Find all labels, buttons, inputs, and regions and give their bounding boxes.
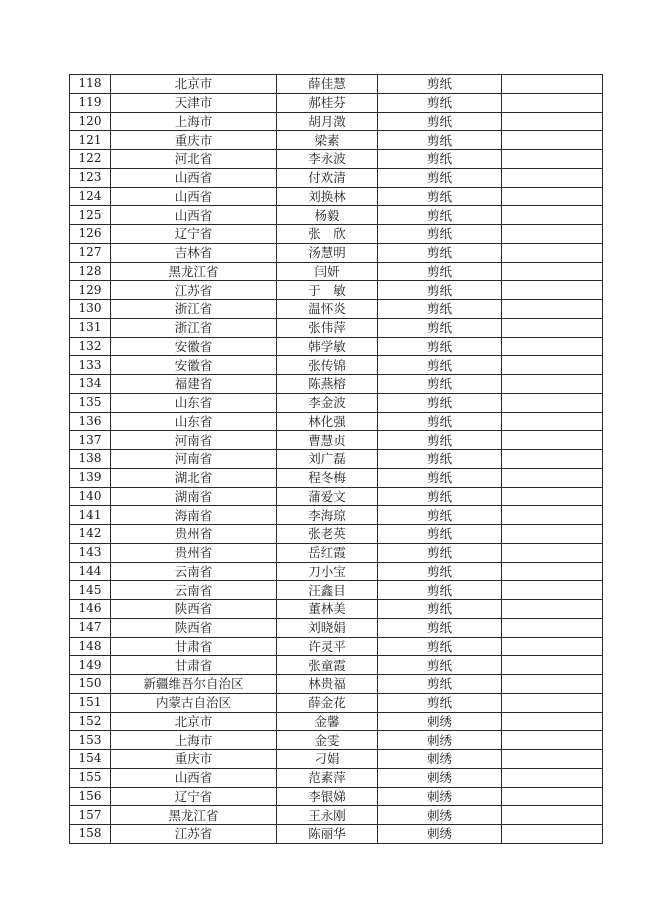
row-number-cell: 126	[70, 225, 111, 244]
note-cell	[502, 206, 603, 225]
category-cell: 剪纸	[378, 656, 502, 675]
table-row	[70, 337, 603, 356]
note-cell	[502, 300, 603, 319]
province-cell: 贵州省	[111, 543, 277, 562]
note-cell	[502, 450, 603, 469]
province-cell: 陕西省	[111, 618, 277, 637]
category-cell: 剪纸	[378, 506, 502, 525]
province-cell: 天津市	[111, 93, 277, 112]
person-name-cell: 薛佳慧	[277, 75, 378, 94]
category-cell: 刺绣	[378, 806, 502, 825]
province-cell: 湖南省	[111, 487, 277, 506]
row-number-cell: 133	[70, 356, 111, 375]
table-row	[70, 375, 603, 394]
note-cell	[502, 243, 603, 262]
category-cell: 刺绣	[378, 787, 502, 806]
note-cell	[502, 543, 603, 562]
table-row	[70, 206, 603, 225]
person-name-cell: 汤慧明	[277, 243, 378, 262]
person-name-cell: 林贵福	[277, 675, 378, 694]
table-row	[70, 412, 603, 431]
row-number-cell: 124	[70, 187, 111, 206]
table-row	[70, 93, 603, 112]
table-row	[70, 431, 603, 450]
category-cell: 刺绣	[378, 750, 502, 769]
person-name-cell: 李永波	[277, 150, 378, 169]
province-cell: 福建省	[111, 375, 277, 394]
province-cell: 黑龙江省	[111, 806, 277, 825]
person-name-cell: 张 欣	[277, 225, 378, 244]
note-cell	[502, 768, 603, 787]
row-number-cell: 156	[70, 787, 111, 806]
row-number-cell: 135	[70, 393, 111, 412]
category-cell: 剪纸	[378, 375, 502, 394]
category-cell: 剪纸	[378, 393, 502, 412]
note-cell	[502, 618, 603, 637]
category-cell: 剪纸	[378, 356, 502, 375]
person-name-cell: 李海琼	[277, 506, 378, 525]
row-number-cell: 128	[70, 262, 111, 281]
category-cell: 剪纸	[378, 131, 502, 150]
row-number-cell: 129	[70, 281, 111, 300]
note-cell	[502, 637, 603, 656]
table-row	[70, 150, 603, 169]
province-cell: 浙江省	[111, 300, 277, 319]
note-cell	[502, 75, 603, 94]
note-cell	[502, 581, 603, 600]
province-cell: 山西省	[111, 168, 277, 187]
province-cell: 江苏省	[111, 825, 277, 844]
person-name-cell: 梁素	[277, 131, 378, 150]
category-cell: 刺绣	[378, 712, 502, 731]
table-row	[70, 543, 603, 562]
row-number-cell: 122	[70, 150, 111, 169]
row-number-cell: 134	[70, 375, 111, 394]
note-cell	[502, 281, 603, 300]
row-number-cell: 119	[70, 93, 111, 112]
person-name-cell: 郝桂芬	[277, 93, 378, 112]
row-number-cell: 131	[70, 318, 111, 337]
row-number-cell: 153	[70, 731, 111, 750]
person-name-cell: 温怀炎	[277, 300, 378, 319]
person-name-cell: 张传锦	[277, 356, 378, 375]
note-cell	[502, 318, 603, 337]
note-cell	[502, 693, 603, 712]
person-name-cell: 付欢清	[277, 168, 378, 187]
row-number-cell: 158	[70, 825, 111, 844]
category-cell: 剪纸	[378, 262, 502, 281]
row-number-cell: 145	[70, 581, 111, 600]
note-cell	[502, 600, 603, 619]
row-number-cell: 144	[70, 562, 111, 581]
category-cell: 剪纸	[378, 75, 502, 94]
row-number-cell: 152	[70, 712, 111, 731]
province-cell: 海南省	[111, 506, 277, 525]
person-name-cell: 岳红霞	[277, 543, 378, 562]
table-row	[70, 393, 603, 412]
province-cell: 河南省	[111, 431, 277, 450]
note-cell	[502, 150, 603, 169]
note-cell	[502, 750, 603, 769]
category-cell: 剪纸	[378, 112, 502, 131]
table-row	[70, 787, 603, 806]
person-name-cell: 闫妍	[277, 262, 378, 281]
note-cell	[502, 393, 603, 412]
province-cell: 山东省	[111, 412, 277, 431]
table-row	[70, 281, 603, 300]
table-row	[70, 731, 603, 750]
category-cell: 剪纸	[378, 300, 502, 319]
table-row	[70, 581, 603, 600]
province-cell: 辽宁省	[111, 225, 277, 244]
note-cell	[502, 787, 603, 806]
row-number-cell: 138	[70, 450, 111, 469]
note-cell	[502, 825, 603, 844]
category-cell: 剪纸	[378, 487, 502, 506]
person-name-cell: 张老英	[277, 525, 378, 544]
category-cell: 剪纸	[378, 581, 502, 600]
province-cell: 山西省	[111, 206, 277, 225]
person-name-cell: 韩学敏	[277, 337, 378, 356]
province-cell: 安徽省	[111, 337, 277, 356]
note-cell	[502, 375, 603, 394]
category-cell: 剪纸	[378, 412, 502, 431]
roster-table	[69, 74, 603, 844]
province-cell: 山东省	[111, 393, 277, 412]
table-row	[70, 112, 603, 131]
note-cell	[502, 262, 603, 281]
province-cell: 山西省	[111, 187, 277, 206]
table-row	[70, 600, 603, 619]
category-cell: 剪纸	[378, 675, 502, 694]
row-number-cell: 136	[70, 412, 111, 431]
province-cell: 新疆维吾尔自治区	[111, 675, 277, 694]
category-cell: 剪纸	[378, 450, 502, 469]
row-number-cell: 137	[70, 431, 111, 450]
row-number-cell: 139	[70, 468, 111, 487]
province-cell: 云南省	[111, 581, 277, 600]
table-row	[70, 712, 603, 731]
note-cell	[502, 225, 603, 244]
row-number-cell: 150	[70, 675, 111, 694]
note-cell	[502, 337, 603, 356]
category-cell: 剪纸	[378, 468, 502, 487]
province-cell: 江苏省	[111, 281, 277, 300]
person-name-cell: 张伟萍	[277, 318, 378, 337]
province-cell: 贵州省	[111, 525, 277, 544]
note-cell	[502, 168, 603, 187]
category-cell: 剪纸	[378, 187, 502, 206]
note-cell	[502, 506, 603, 525]
province-cell: 内蒙古自治区	[111, 693, 277, 712]
province-cell: 黑龙江省	[111, 262, 277, 281]
note-cell	[502, 731, 603, 750]
category-cell: 刺绣	[378, 825, 502, 844]
note-cell	[502, 112, 603, 131]
province-cell: 甘肃省	[111, 637, 277, 656]
province-cell: 重庆市	[111, 750, 277, 769]
person-name-cell: 李银娣	[277, 787, 378, 806]
province-cell: 重庆市	[111, 131, 277, 150]
table-row	[70, 675, 603, 694]
person-name-cell: 林化强	[277, 412, 378, 431]
row-number-cell: 127	[70, 243, 111, 262]
table-row	[70, 487, 603, 506]
province-cell: 河北省	[111, 150, 277, 169]
province-cell: 北京市	[111, 75, 277, 94]
roster-table-body	[70, 75, 603, 844]
row-number-cell: 142	[70, 525, 111, 544]
person-name-cell: 陈燕榕	[277, 375, 378, 394]
row-number-cell: 147	[70, 618, 111, 637]
note-cell	[502, 675, 603, 694]
row-number-cell: 148	[70, 637, 111, 656]
person-name-cell: 汪鑫目	[277, 581, 378, 600]
table-row	[70, 243, 603, 262]
person-name-cell: 范素萍	[277, 768, 378, 787]
person-name-cell: 陈丽华	[277, 825, 378, 844]
province-cell: 吉林省	[111, 243, 277, 262]
province-cell: 上海市	[111, 112, 277, 131]
note-cell	[502, 806, 603, 825]
table-row	[70, 562, 603, 581]
category-cell: 剪纸	[378, 150, 502, 169]
row-number-cell: 143	[70, 543, 111, 562]
table-row	[70, 806, 603, 825]
table-row	[70, 450, 603, 469]
table-row	[70, 168, 603, 187]
province-cell: 云南省	[111, 562, 277, 581]
person-name-cell: 杨毅	[277, 206, 378, 225]
category-cell: 剪纸	[378, 93, 502, 112]
category-cell: 刺绣	[378, 731, 502, 750]
table-row	[70, 768, 603, 787]
province-cell: 甘肃省	[111, 656, 277, 675]
category-cell: 刺绣	[378, 768, 502, 787]
row-number-cell: 154	[70, 750, 111, 769]
row-number-cell: 151	[70, 693, 111, 712]
row-number-cell: 149	[70, 656, 111, 675]
row-number-cell: 157	[70, 806, 111, 825]
person-name-cell: 刘广磊	[277, 450, 378, 469]
note-cell	[502, 431, 603, 450]
category-cell: 剪纸	[378, 318, 502, 337]
person-name-cell: 李金波	[277, 393, 378, 412]
row-number-cell: 123	[70, 168, 111, 187]
table-row	[70, 75, 603, 94]
category-cell: 剪纸	[378, 243, 502, 262]
category-cell: 剪纸	[378, 431, 502, 450]
person-name-cell: 金馨	[277, 712, 378, 731]
table-row	[70, 525, 603, 544]
category-cell: 剪纸	[378, 600, 502, 619]
person-name-cell: 胡月澂	[277, 112, 378, 131]
person-name-cell: 董林美	[277, 600, 378, 619]
category-cell: 剪纸	[378, 525, 502, 544]
table-row	[70, 693, 603, 712]
person-name-cell: 程冬梅	[277, 468, 378, 487]
row-number-cell: 132	[70, 337, 111, 356]
row-number-cell: 146	[70, 600, 111, 619]
province-cell: 河南省	[111, 450, 277, 469]
category-cell: 剪纸	[378, 618, 502, 637]
row-number-cell: 125	[70, 206, 111, 225]
row-number-cell: 121	[70, 131, 111, 150]
category-cell: 剪纸	[378, 543, 502, 562]
category-cell: 剪纸	[378, 168, 502, 187]
table-row	[70, 750, 603, 769]
table-row	[70, 468, 603, 487]
note-cell	[502, 562, 603, 581]
note-cell	[502, 656, 603, 675]
note-cell	[502, 525, 603, 544]
table-row	[70, 825, 603, 844]
table-row	[70, 187, 603, 206]
person-name-cell: 蒲爱文	[277, 487, 378, 506]
note-cell	[502, 468, 603, 487]
table-row	[70, 618, 603, 637]
row-number-cell: 120	[70, 112, 111, 131]
category-cell: 剪纸	[378, 281, 502, 300]
table-row	[70, 318, 603, 337]
category-cell: 剪纸	[378, 225, 502, 244]
province-cell: 北京市	[111, 712, 277, 731]
note-cell	[502, 356, 603, 375]
province-cell: 浙江省	[111, 318, 277, 337]
row-number-cell: 130	[70, 300, 111, 319]
table-row	[70, 637, 603, 656]
table-row	[70, 356, 603, 375]
person-name-cell: 张童霞	[277, 656, 378, 675]
table-row	[70, 131, 603, 150]
note-cell	[502, 487, 603, 506]
table-row	[70, 262, 603, 281]
person-name-cell: 曹慧贞	[277, 431, 378, 450]
row-number-cell: 118	[70, 75, 111, 94]
category-cell: 剪纸	[378, 562, 502, 581]
table-row	[70, 506, 603, 525]
person-name-cell: 于 敏	[277, 281, 378, 300]
province-cell: 山西省	[111, 768, 277, 787]
note-cell	[502, 712, 603, 731]
province-cell: 湖北省	[111, 468, 277, 487]
note-cell	[502, 412, 603, 431]
category-cell: 剪纸	[378, 206, 502, 225]
category-cell: 剪纸	[378, 693, 502, 712]
note-cell	[502, 187, 603, 206]
category-cell: 剪纸	[378, 637, 502, 656]
note-cell	[502, 93, 603, 112]
person-name-cell: 刀小宝	[277, 562, 378, 581]
row-number-cell: 155	[70, 768, 111, 787]
note-cell	[502, 131, 603, 150]
category-cell: 剪纸	[378, 337, 502, 356]
person-name-cell: 王永刚	[277, 806, 378, 825]
row-number-cell: 141	[70, 506, 111, 525]
person-name-cell: 许灵平	[277, 637, 378, 656]
person-name-cell: 刁娟	[277, 750, 378, 769]
province-cell: 陕西省	[111, 600, 277, 619]
table-row	[70, 300, 603, 319]
person-name-cell: 刘晓娟	[277, 618, 378, 637]
table-row	[70, 225, 603, 244]
province-cell: 安徽省	[111, 356, 277, 375]
table-row	[70, 656, 603, 675]
row-number-cell: 140	[70, 487, 111, 506]
province-cell: 上海市	[111, 731, 277, 750]
person-name-cell: 刘换林	[277, 187, 378, 206]
person-name-cell: 金雯	[277, 731, 378, 750]
province-cell: 辽宁省	[111, 787, 277, 806]
person-name-cell: 薛金花	[277, 693, 378, 712]
